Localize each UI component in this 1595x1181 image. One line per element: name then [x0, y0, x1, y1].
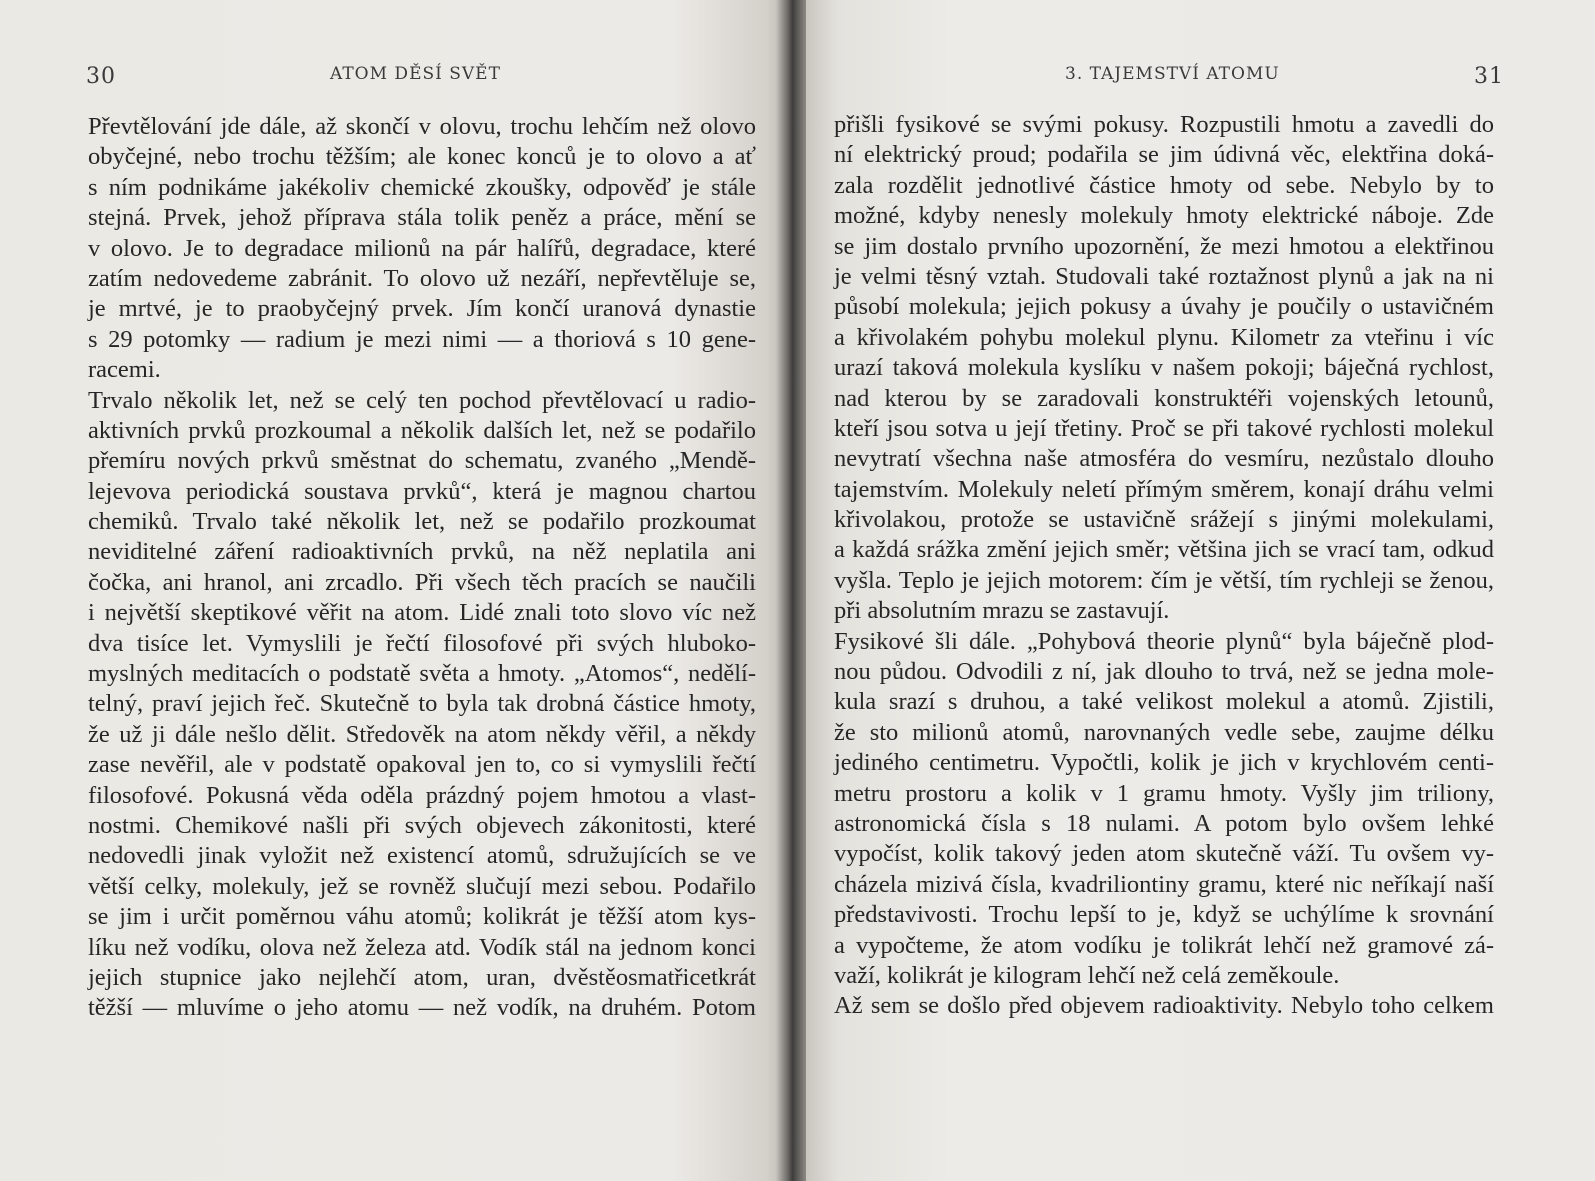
- text-line: představivosti. Trochu lepší to je, když se uchýlíme k srovnání: [834, 901, 1494, 929]
- text-line: telný, praví jejich řeč. Skutečně to byla tak drobná částice hmoty,: [88, 690, 756, 718]
- text-line: vypočíst, kolik takový jeden atom skutečně váží. Tu ovšem vy-: [834, 840, 1494, 868]
- text-line: racemi.: [88, 356, 161, 384]
- text-line: tajemstvím. Molekuly neletí přímým směrem, konají dráhu velmi: [834, 475, 1494, 503]
- text-line: nedovedli jinak vyložit než existencí atomů, sdružujících se ve: [88, 842, 756, 870]
- text-line: kteří jsou sotva u její třetiny. Proč se při takové rychlosti molekul: [834, 414, 1494, 442]
- text-line: filosofové. Pokusná věda oděla prázdný pojem hmotou a vlast-: [88, 781, 756, 809]
- text-line: že už ji dále nešlo dělit. Středověk na atom někdy věřil, a někdy: [88, 720, 756, 748]
- text-line: nou půdou. Odvodili z ní, jak dlouho to trvá, než se jedna mole-: [834, 658, 1494, 686]
- text-line: nad kterou by se zaradovali konstruktéři vojenských letounů,: [834, 384, 1494, 412]
- running-head: 3. TAJEMSTVÍ ATOMU: [1065, 64, 1280, 84]
- text-line: važí, kolikrát je kilogram lehčí než celá zeměkoule.: [834, 961, 1340, 989]
- running-head: ATOM DĚSÍ SVĚT: [330, 64, 501, 84]
- text-line: urazí taková molekula kyslíku v našem pokoji; báječná rychlost,: [834, 354, 1494, 382]
- text-line: se jim i určit poměrnou váhu atomů; kolikrát je těžší atom kys-: [88, 903, 756, 931]
- text-line: chemiků. Trvalo také několik let, než se podařilo prozkoumat: [88, 508, 756, 536]
- text-line: čočka, ani hranol, ani zrcadlo. Při všech těch pracích se naučili: [88, 568, 756, 596]
- text-line: se jim dostalo prvního upozornění, že mezi hmotou a elektřinou: [834, 232, 1494, 260]
- text-line: obyčejné, nebo trochu těžším; ale konec konců je to olovo a ať: [88, 143, 756, 171]
- text-line: kula srazí s druhou, a také velikost molekul a atomů. Zjistili,: [834, 688, 1494, 716]
- text-line: Převtělování jde dále, až skončí v olovu, trochu lehčím než olovo: [88, 113, 756, 140]
- text-line: působí molekula; jejich pokusy a úvahy je poučily o ustavičném: [834, 293, 1494, 321]
- body-text: [834, 110, 1494, 1022]
- text-line: Fysikové šli dále. „Pohybová theorie plynů“ byla báječně plod-: [834, 627, 1494, 655]
- text-line: že sto milionů atomů, narovnaných vedle sebe, zaujme délku: [834, 718, 1494, 746]
- text-line: s 29 potomky — radium je mezi nimi — a thoriová s 10 gene-: [88, 325, 756, 353]
- text-line: i největší skeptikové věřit na atom. Lidé znali toto slovo víc než: [88, 599, 756, 627]
- text-line: přemíru nových prkvů směstnat do schematu, zvaného „Mendě-: [88, 447, 756, 475]
- text-line: je mrtvé, je to praobyčejný prvek. Jím končí uranová dynastie: [88, 295, 756, 323]
- text-line: s ním podnikáme jakékoliv chemické zkoušky, odpověď je stále: [88, 173, 756, 201]
- text-line: Trvalo několik let, než se celý ten pochod převtělovací u radio-: [88, 386, 756, 414]
- text-line: neviditelné záření radioaktivních prvků, na něž neplatila ani: [88, 538, 756, 566]
- text-line: a křivolakém pohybu molekul plynu. Kilometr za vteřinu i víc: [834, 323, 1494, 351]
- text-line: křivolakou, protože se ustavičně srážejí s jinými molekulami,: [834, 506, 1494, 534]
- text-line: lejevova periodická soustava prvků“, která je magnou chartou: [88, 477, 756, 505]
- text-line: přišli fysikové se svými pokusy. Rozpustili hmotu a zavedli do: [834, 111, 1494, 138]
- text-line: vyšla. Teplo je jejich motorem: čím je větší, tím rychleji se ženou,: [834, 566, 1494, 594]
- text-line: zase nevěřil, ale v podstatě opakoval jen to, co si vymyslili řečtí: [88, 751, 756, 779]
- text-line: Až sem se došlo před objevem radioaktivity. Nebylo toho celkem: [834, 992, 1494, 1020]
- text-line: líku než vodíku, olova než železa atd. Vodík stál na jednom konci: [88, 933, 756, 961]
- text-line: stejná. Prvek, jehož příprava stála tolik peněz a práce, mění se: [88, 204, 756, 232]
- text-line: těžší — mluvíme o jeho atomu — než vodík, na druhém. Potom: [88, 994, 756, 1022]
- text-line: ní elektrický proud; podařila se jim údivná věc, elektřina doká-: [834, 141, 1494, 169]
- book-gutter: [776, 0, 806, 1181]
- text-line: je velmi těsný vztah. Studovali také roztažnost plynů a jak na ni: [834, 262, 1494, 290]
- body-text: [88, 112, 756, 1024]
- left-page: [0, 0, 790, 1181]
- text-line: nostmi. Chemikové našli při svých objevech zákonitosti, které: [88, 811, 756, 839]
- text-line: aktivních prvků prozkoumal a několik dalších let, než se podařilo: [88, 416, 756, 444]
- right-page: [790, 0, 1595, 1181]
- text-line: zala rozdělit jednotlivé částice hmoty od sebe. Nebylo by to: [834, 171, 1494, 199]
- text-line: myslných meditacích o podstatě světa a hmoty. „Atomos“, nedělí-: [88, 660, 756, 688]
- page-number: 30: [86, 64, 116, 89]
- text-line: při absolutním mrazu se zastavují.: [834, 597, 1170, 625]
- text-line: větší celky, molekuly, jež se rovněž slučují mezi sebou. Podařilo: [88, 872, 756, 900]
- text-line: cházela mizivá čísla, kvadriliontiny gramu, které nic neříkají naší: [834, 870, 1494, 898]
- page-number: 31: [1474, 64, 1504, 89]
- text-line: a každá srážka změní jejich směr; většina jich se vrací tam, odkud: [834, 536, 1494, 564]
- text-line: astronomická čísla s 18 nulami. A potom bylo ovšem lehké: [834, 809, 1494, 837]
- text-line: a vypočteme, že atom vodíku je tolikrát lehčí než gramové zá-: [834, 931, 1494, 959]
- text-line: jejich stupnice jako nejlehčí atom, uran, dvěstěosmatřicetkrát: [88, 963, 756, 991]
- text-line: dva tisíce let. Vymyslili je řečtí filosofové při svých hluboko-: [88, 629, 756, 657]
- text-line: zatím nedovedeme zabránit. To olovo už nezáří, nepřevtěluje se,: [88, 264, 756, 292]
- text-line: jediného centimetru. Vypočtli, kolik je jich v krychlovém centi-: [834, 749, 1494, 777]
- text-line: v olovo. Je to degradace milionů na pár halířů, degradace, které: [88, 234, 756, 262]
- text-line: možné, kdyby nenesly molekuly hmoty elektrické náboje. Zde: [834, 202, 1494, 230]
- text-line: nevytratí všechna naše atmosféra do vesmíru, nezůstalo dlouho: [834, 445, 1494, 473]
- text-line: metru prostoru a kolik v 1 gramu hmoty. Vyšly jim triliony,: [834, 779, 1494, 807]
